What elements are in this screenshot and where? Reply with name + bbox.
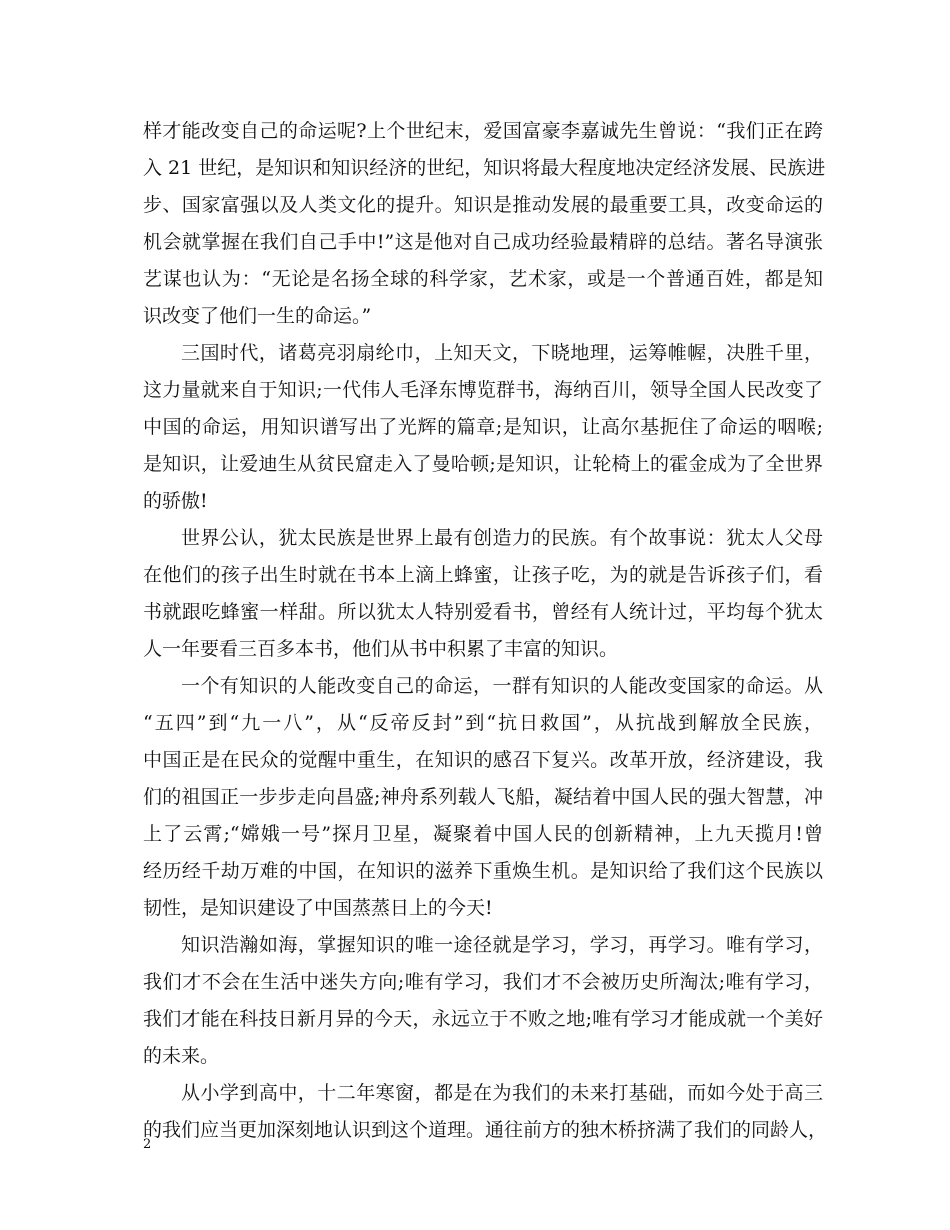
text-line: 机会就掌握在我们自己手中!”这是他对自己成功经验最精辟的总结。著名导演张 [143,231,823,253]
text-line: 一个有知识的人能改变自己的命运，一群有知识的人能改变国家的命运。从 [181,675,823,697]
text-line: 上了云霄;“嫦娥一号”探月卫星，凝聚着中国人民的创新精神，上九天揽月!曾 [143,823,823,845]
text-line: 世界公认，犹太民族是世界上最有创造力的民族。有个故事说：犹太人父母 [181,527,823,549]
text-line: 我们才不会在生活中迷失方向;唯有学习，我们才不会被历史所淘汰;唯有学习， [143,971,823,993]
text-line: 们的祖国正一步步走向昌盛;神舟系列载人飞船，凝结着中国人民的强大智慧，冲 [143,786,823,808]
text-line: 步、国家富强以及人类文化的提升。知识是推动发展的最重要工具，改变命运的 [143,194,823,216]
text-line: 的骄傲! [143,490,208,512]
text-line: 知识浩瀚如海，掌握知识的唯一途径就是学习，学习，再学习。唯有学习， [181,934,823,956]
text-line: 从小学到高中，十二年寒窗，都是在为我们的未来打基础，而如今处于高三 [181,1082,823,1104]
text-line: 入 21 世纪，是知识和知识经济的世纪，知识将最大程度地决定经济发展、民族进 [143,157,826,179]
body-text [143,113,828,1149]
text-line: 书就跟吃蜂蜜一样甜。所以犹太人特别爱看书，曾经有人统计过，平均每个犹太 [143,601,823,623]
text-line: 是知识，让爱迪生从贫民窟走入了曼哈顿;是知识，让轮椅上的霍金成为了全世界 [143,453,823,475]
text-line: 韧性，是知识建设了中国蒸蒸日上的今天! [143,897,493,919]
text-line: 的未来。 [143,1045,220,1067]
text-line: 样才能改变自己的命运呢?上个世纪末，爱国富豪李嘉诚先生曾说：“我们正在跨 [143,120,823,142]
text-line: “五四”到“九一八”，从“反帝反封”到“抗日救国”，从抗战到解放全民族， [143,712,823,734]
page-number: 2 [143,1137,152,1152]
text-line: 在他们的孩子出生时就在书本上滴上蜂蜜，让孩子吃，为的就是告诉孩子们，看 [143,564,823,586]
text-line: 我们才能在科技日新月异的今天，永远立于不败之地;唯有学习才能成就一个美好 [143,1008,823,1030]
text-line: 这力量就来自于知识;一代伟人毛泽东博览群书，海纳百川，领导全国人民改变了 [143,379,823,401]
text-line: 中国的命运，用知识谱写出了光辉的篇章;是知识，让高尔基扼住了命运的咽喉; [143,416,823,438]
text-line: 中国正是在民众的觉醒中重生，在知识的感召下复兴。改革开放，经济建设，我 [143,749,823,771]
text-line: 识改变了他们一生的命运。” [143,305,372,327]
text-line: 经历经千劫万难的中国，在知识的滋养下重焕生机。是知识给了我们这个民族以 [143,860,823,882]
text-line: 的我们应当更加深刻地认识到这个道理。通往前方的独木桥挤满了我们的同龄人， [143,1119,828,1141]
text-line: 人一年要看三百多本书，他们从书中积累了丰富的知识。 [143,638,619,660]
text-line: 三国时代，诸葛亮羽扇纶巾，上知天文，下晓地理，运筹帷幄，决胜千里， [181,342,823,364]
text-line: 艺谋也认为：“无论是名扬全球的科学家，艺术家，或是一个普通百姓，都是知 [143,268,823,290]
